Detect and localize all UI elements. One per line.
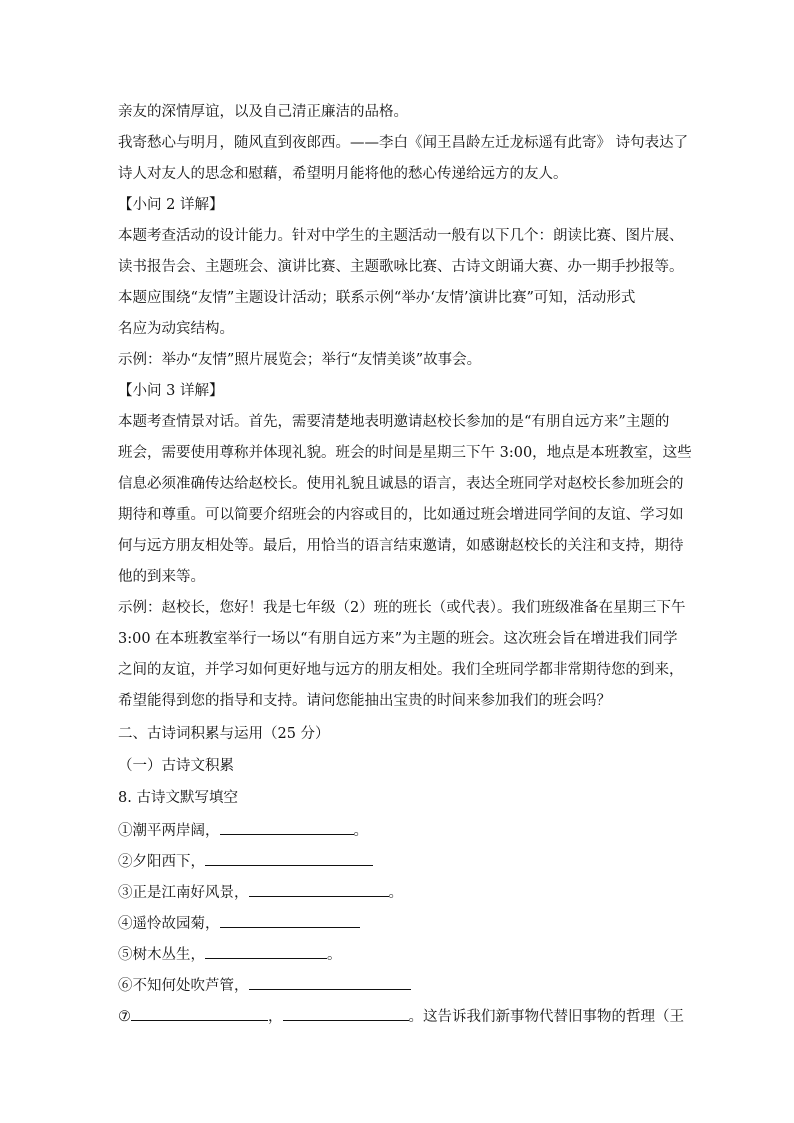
blank-suffix: 。 xyxy=(353,823,368,839)
blank-separator: ， xyxy=(268,1009,283,1025)
paragraph-line: 名应为动宾结构。 xyxy=(118,321,234,337)
blank-prompt: ⑥不知何处吹芦管， xyxy=(118,978,249,994)
blank-suffix: 。 xyxy=(388,885,403,901)
paragraph-line: 本题应围绕“友情”主题设计活动；联系示例“举办‘友情’演讲比赛”可知，活动形式 xyxy=(118,290,636,306)
paragraph-line: 之间的友谊，并学习如何更好地与远方的朋友相处。我们全班同学都非常期待您的到来， xyxy=(118,662,684,678)
paragraph-line: 信息必须准确传达给赵校长。使用礼貌且诚恳的语言，表达全班同学对赵校长参加班会的 xyxy=(118,476,684,492)
paragraph-line: 本题考查情景对话。首先，需要清楚地表明邀请赵校长参加的是“有朋自远方来”主题的 xyxy=(118,414,670,430)
paragraph-line: 示例：举办“友情”照片展览会；举行“友情美谈”故事会。 xyxy=(118,352,482,368)
answer-blank[interactable] xyxy=(205,851,373,866)
paragraph-line: 班会，需要使用尊称并体现礼貌。班会的时间是星期三下午 3:00，地点是本班教室，这些 xyxy=(118,445,692,461)
section-heading: 二、古诗词积累与运用（25 分） xyxy=(118,726,330,742)
paragraph-line: 期待和尊重。可以简要介绍班会的内容或目的，比如通过班会增进同学间的友谊、学习如 xyxy=(118,507,684,523)
answer-blank[interactable] xyxy=(283,1006,409,1021)
blank-prompt: ②夕阳西下， xyxy=(118,854,205,870)
blank-prompt: ③正是江南好风景， xyxy=(118,885,249,901)
paragraph-line: 亲友的深情厚谊，以及自己清正廉洁的品格。 xyxy=(118,104,408,120)
paragraph-line: 诗人对友人的思念和慰藉，希望明月能将他的愁心传递给远方的友人。 xyxy=(118,166,568,182)
blank-prompt: ⑤树木丛生， xyxy=(118,947,205,963)
blank-prompt: ①潮平两岸阔， xyxy=(118,823,220,839)
section-heading: 【小问 3 详解】 xyxy=(118,383,224,399)
answer-blank[interactable] xyxy=(249,975,411,990)
subsection-heading: （一）古诗文积累 xyxy=(118,758,234,774)
answer-blank[interactable] xyxy=(131,1006,268,1021)
fill-blank-item xyxy=(118,975,411,996)
paragraph-line: 他的到来等。 xyxy=(118,569,205,585)
paragraph-line: 3:00 在本班教室举行一场以“有朋自远方来”为主题的班会。这次班会旨在增进我们同学 xyxy=(118,631,678,647)
fill-blank-item xyxy=(118,944,342,965)
fill-blank-item xyxy=(118,913,360,934)
paragraph-line: 本题考查活动的设计能力。针对中学生的主题活动一般有以下几个：朗读比赛、图片展、 xyxy=(118,228,684,244)
answer-blank[interactable] xyxy=(205,944,327,959)
answer-blank[interactable] xyxy=(220,913,360,928)
paragraph-line: 读书报告会、主题班会、演讲比赛、主题歌咏比赛、古诗文朗诵大赛、办一期手抄报等。 xyxy=(118,259,684,275)
paragraph-line: 我寄愁心与明月，随风直到夜郎西。——李白《闻王昌龄左迁龙标遥有此寄》 诗句表达了 xyxy=(118,135,689,151)
blank-suffix: 。这告诉我们新事物代替旧事物的哲理（王 xyxy=(408,1009,684,1025)
paragraph-line: 示例：赵校长，您好！我是七年级（2）班的班长（或代表）。我们班级准备在星期三下午 xyxy=(118,600,686,616)
answer-blank[interactable] xyxy=(249,882,389,897)
fill-blank-item xyxy=(118,851,373,872)
paragraph-line: 希望能得到您的指导和支持。请问您能抽出宝贵的时间来参加我们的班会吗？ xyxy=(118,693,611,709)
paragraph-line: 何与远方朋友相处等。最后，用恰当的语言结束邀请，如感谢赵校长的关注和支持，期待 xyxy=(118,538,684,554)
question-title: 8. 古诗文默写填空 xyxy=(118,790,238,806)
answer-blank[interactable] xyxy=(220,820,354,835)
section-heading: 【小问 2 详解】 xyxy=(118,197,224,213)
fill-blank-item xyxy=(118,882,403,903)
blank-suffix: 。 xyxy=(327,947,342,963)
blank-prompt: ④遥怜故园菊， xyxy=(118,916,220,932)
blank-prompt: ⑦ xyxy=(118,1009,131,1025)
fill-blank-item xyxy=(118,1006,684,1027)
fill-blank-item xyxy=(118,820,368,841)
